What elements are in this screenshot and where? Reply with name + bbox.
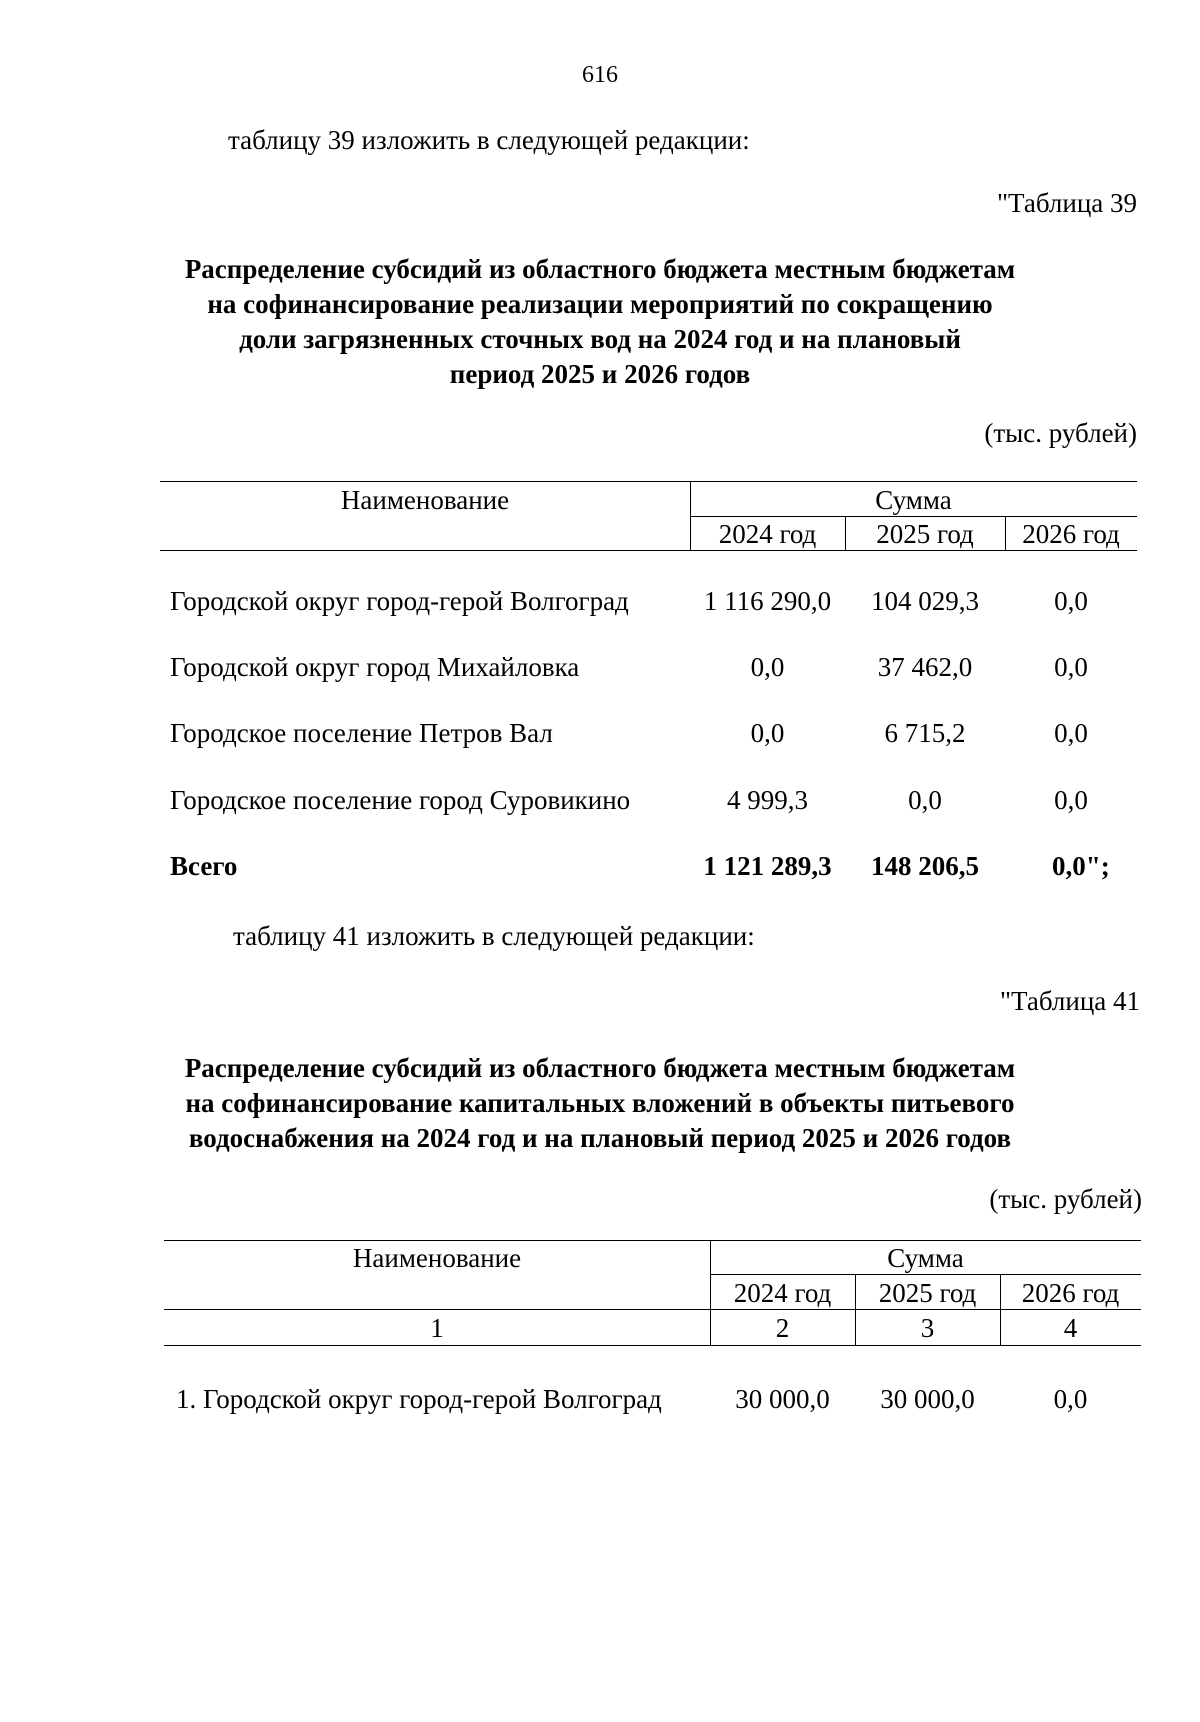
row-value-2026: 0,0 <box>1053 1384 1088 1414</box>
row-value-2024: 0,0 <box>750 718 785 748</box>
total-value-2024: 1 121 289,3 <box>703 851 832 881</box>
row-value-2024: 0,0 <box>750 652 785 682</box>
row-name: Городское поселение город Суровикино <box>170 785 631 815</box>
section2-table-label: "Таблица 41 <box>1000 986 1140 1016</box>
col-number: 2 <box>775 1313 790 1343</box>
table-top-rule <box>160 481 1137 482</box>
total-value-2025: 148 206,5 <box>871 851 979 881</box>
col-number: 3 <box>920 1313 935 1343</box>
row-value-2025: 6 715,2 <box>884 718 966 748</box>
row-value-2025: 30 000,0 <box>880 1384 975 1414</box>
row-value-2026: 0,0 <box>1054 652 1088 682</box>
title-line: Распределение субсидий из областного бюджета местным бюджетам <box>184 1053 1016 1083</box>
section1-intro: таблицу 39 изложить в следующей редакции: <box>228 125 750 155</box>
row-value-2026: 0,0 <box>1054 785 1088 815</box>
title-line: на софинансирование реализации мероприятий по сокращению <box>207 289 993 319</box>
total-value-2026: 0,0"; <box>1052 851 1110 881</box>
section1-table-label: "Таблица 39 <box>997 188 1137 218</box>
section2-units: (тыс. рублей) <box>989 1184 1142 1214</box>
row-value-2024: 30 000,0 <box>735 1384 830 1414</box>
title-line: доли загрязненных сточных вод на 2024 год и на плановый <box>239 324 961 354</box>
header-divider <box>710 1274 1141 1275</box>
page-number: 616 <box>582 62 618 88</box>
row-value-2024: 4 999,3 <box>727 785 808 815</box>
header-year: 2024 год <box>733 1278 832 1308</box>
header-name: Наименование <box>352 1243 522 1273</box>
title-line: Распределение субсидий из областного бюджета местным бюджетам <box>184 254 1016 284</box>
title-line: водоснабжения на 2024 год и на плановый период 2025 и 2026 годов <box>188 1123 1012 1153</box>
header-name: Наименование <box>340 485 510 515</box>
row-value-2026: 0,0 <box>1054 718 1088 748</box>
header-year: 2025 год <box>878 1278 977 1308</box>
section2-intro: таблицу 41 изложить в следующей редакции: <box>233 921 755 951</box>
header-year: 2025 год <box>876 519 974 549</box>
table-top-rule <box>164 1240 1141 1241</box>
section1-table-title <box>0 252 1200 392</box>
title-line: период 2025 и 2026 годов <box>449 359 751 389</box>
header-sum: Сумма <box>887 1243 964 1273</box>
header-divider <box>690 516 1137 517</box>
title-line: на софинансирование капитальных вложений в объекты питьевого <box>185 1088 1015 1118</box>
row-value-2025: 37 462,0 <box>877 652 973 682</box>
row-value-2025: 104 029,3 <box>871 586 979 616</box>
section1-units: (тыс. рублей) <box>984 418 1137 448</box>
row-name: Городское поселение Петров Вал <box>170 718 553 748</box>
col-number: 1 <box>430 1313 444 1343</box>
row-name: Городской округ город-герой Волгоград <box>170 586 629 616</box>
header-year: 2026 год <box>1022 519 1120 549</box>
header-bottom-rule <box>164 1309 1141 1310</box>
row-name: Городской округ город Михайловка <box>170 652 580 682</box>
row-value-2025: 0,0 <box>908 785 942 815</box>
header-year: 2024 год <box>718 519 817 549</box>
row-value-2024: 1 116 290,0 <box>703 586 832 616</box>
row-value-2026: 0,0 <box>1054 586 1088 616</box>
col-number: 4 <box>1063 1313 1078 1343</box>
header-bottom-rule <box>160 550 1137 551</box>
header-sum: Сумма <box>875 485 952 515</box>
row-name: 1. Городской округ город-герой Волгоград <box>176 1384 662 1414</box>
total-label: Всего <box>170 851 238 881</box>
section2-table-title <box>0 1051 1200 1156</box>
header-year: 2026 год <box>1021 1278 1120 1308</box>
col-number-rule <box>164 1345 1141 1346</box>
